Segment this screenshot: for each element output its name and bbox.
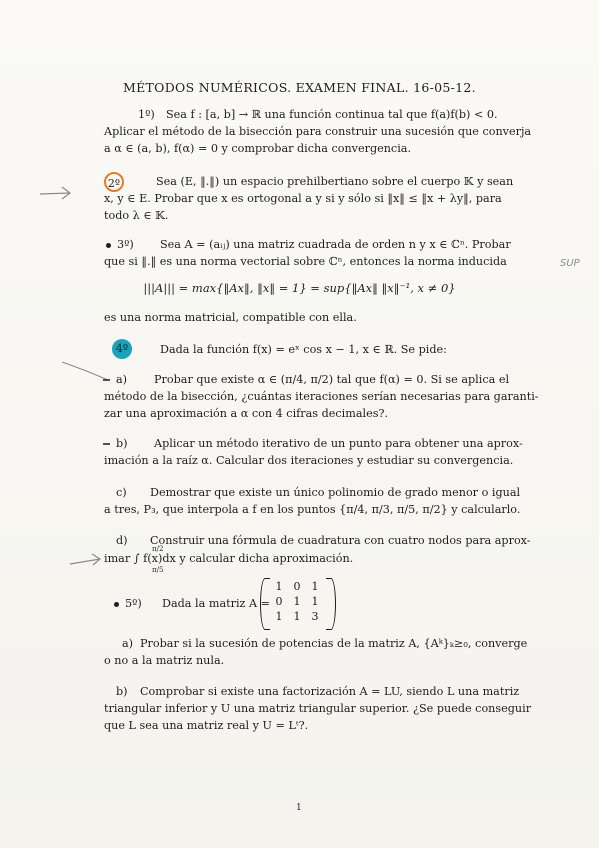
- margin-arrow-q4d: [70, 554, 100, 565]
- q3-line-1: Sea A = (aᵢⱼ) una matriz cuadrada de orden n y x ∈ ℂⁿ. Probar: [160, 238, 511, 251]
- matrix-cell: 1: [275, 580, 283, 593]
- q1-line-1: Sea f : [a, b] → ℝ una función continua tal que f(a)f(b) < 0.: [166, 108, 498, 121]
- q5a-line-2: o no a la matriz nula.: [104, 654, 225, 667]
- q5b-line-1: Comprobar si existe una factorización A = LU, siendo L una matriz: [140, 685, 520, 698]
- q5b-line-2: triangular inferior y U una matriz triangular superior. ¿Se puede conseguir: [104, 702, 532, 715]
- q4b-label: b): [116, 437, 128, 450]
- q4d-line-2: imar ∫ f(x)dx y calcular dicha aproximación.: [104, 552, 354, 565]
- q5-intro: Dada la matriz A =: [162, 597, 270, 610]
- q2-line-2: x, y ∈ E. Probar que x es ortogonal a y si y sólo si ‖x‖ ≤ ‖x + λy‖, para: [104, 192, 502, 205]
- matrix-cell: 1: [311, 595, 319, 608]
- q5b-line-3: que L sea una matriz real y U = Lᵗ?.: [104, 719, 309, 732]
- q4c-line-2: a tres, P₃, que interpola a f en los puntos {π/4, π/3, π/5, π/2} y calcularlo.: [104, 503, 521, 516]
- matrix-cell: 1: [293, 595, 301, 608]
- q3-number: 3º): [117, 238, 134, 251]
- q4-number-circled: 4º: [112, 339, 132, 359]
- q4c-line-1: Demostrar que existe un único polinomio de grado menor o igual: [150, 486, 521, 499]
- q4a-line-3: zar una aproximación a α con 4 cifras decimales?.: [104, 407, 388, 420]
- q4d-label: d): [116, 534, 128, 547]
- q5a-line-1: Probar si la sucesión de potencias de la matriz A, {Aᵏ}ₖ≥₀, converge: [140, 637, 528, 650]
- matrix-cell: 3: [311, 610, 319, 623]
- q4a-label: a): [116, 373, 128, 386]
- q4d-integral-lower: π/5: [152, 566, 164, 574]
- matrix-cell: 1: [293, 610, 301, 623]
- q4-intro: Dada la función f(x) = eˣ cos x − 1, x ∈ ℝ. Se pide:: [160, 343, 447, 356]
- q3-line-2: que si ‖.‖ es una norma vectorial sobre ℂⁿ, entonces la norma inducida: [104, 255, 507, 268]
- exam-title: MÉTODOS NUMÉRICOS. EXAMEN FINAL. 16-05-12.: [123, 80, 476, 95]
- q4b-line-2: imación a la raíz α. Calcular dos iteraciones y estudiar su convergencia.: [104, 454, 514, 467]
- matrix-cell: 1: [275, 610, 283, 623]
- q3-induced-norm-formula: |||A||| = max{‖Ax‖, ‖x‖ = 1} = sup{‖Ax‖ ‖x‖⁻¹, x ≠ 0}: [143, 281, 456, 295]
- q5-number: 5º): [125, 597, 142, 610]
- q1-number: 1º): [138, 108, 155, 121]
- matrix-cell: 0: [293, 580, 301, 593]
- q4d-integral-upper: π/2: [152, 545, 164, 553]
- page-number: 1: [296, 803, 302, 813]
- q2-line-3: todo λ ∈ 𝕂.: [104, 209, 169, 222]
- q5a-label: a): [122, 637, 134, 650]
- q2-line-1: Sea (E, ‖.‖) un espacio prehilbertiano sobre el cuerpo 𝕂 y sean: [156, 175, 514, 188]
- matrix-cell: 0: [275, 595, 283, 608]
- q3-margin-note: SUP: [560, 258, 580, 269]
- q2-number-circled: 2º: [104, 172, 124, 192]
- margin-arrow-q4: [62, 362, 108, 380]
- q3-after: es una norma matricial, compatible con ella.: [104, 311, 357, 324]
- q4a-line-2: método de la bisección, ¿cuántas iteraciones serían necesarias para garanti-: [104, 390, 539, 403]
- q4b-line-1: Aplicar un método iterativo de un punto para obtener una aprox-: [154, 437, 523, 450]
- q1-line-3: a α ∈ (a, b), f(α) = 0 y comprobar dicha convergencia.: [104, 142, 412, 155]
- q4a-line-1: Probar que existe α ∈ (π/4, π/2) tal que f(α) = 0. Si se aplica el: [154, 373, 510, 386]
- matrix-cell: 1: [311, 580, 319, 593]
- q4d-line-1: Construir una fórmula de cuadratura con cuatro nodos para aprox-: [150, 534, 531, 547]
- q4c-label: c): [116, 486, 127, 499]
- q1-line-2: Aplicar el método de la bisección para construir una sucesión que converja: [104, 125, 532, 138]
- margin-arrow-q2: [40, 187, 70, 199]
- q5b-label: b): [116, 685, 128, 698]
